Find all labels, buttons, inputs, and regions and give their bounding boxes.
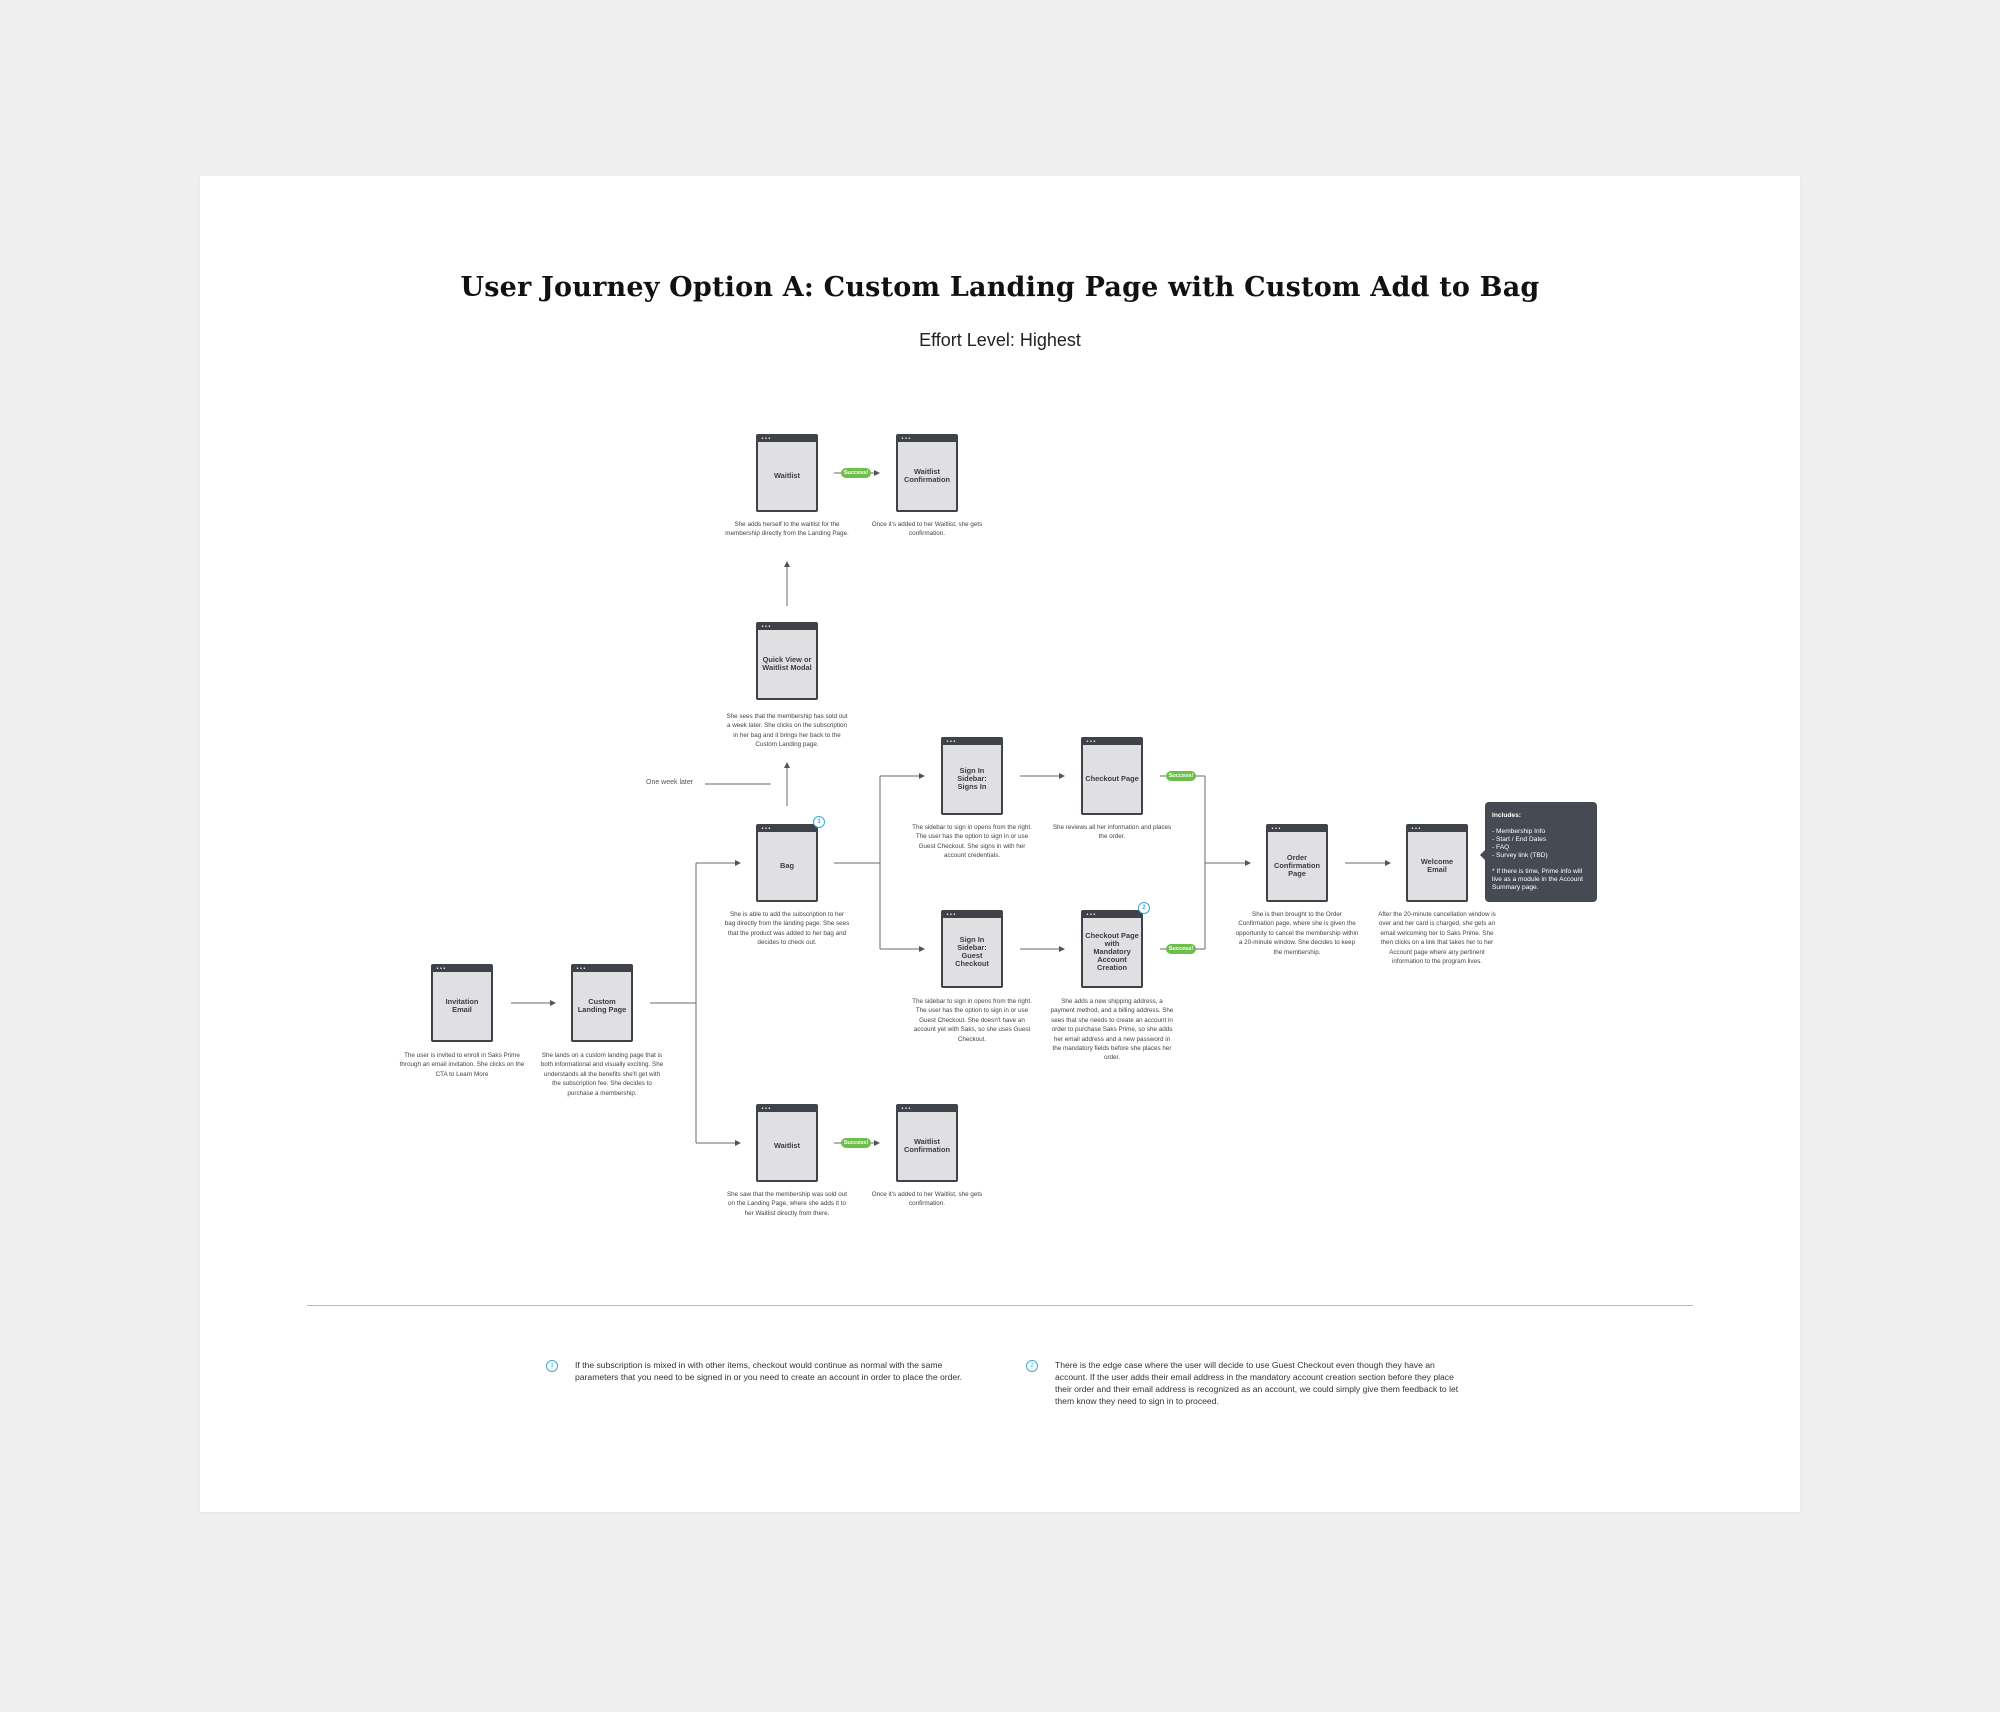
- screen-invitation-email: [431, 964, 493, 1042]
- window-dots-icon: •••: [1271, 826, 1282, 832]
- screen-waitlist-top: [756, 434, 818, 512]
- screen-custom-landing-page: [571, 964, 633, 1042]
- screen-welcome-email: [1406, 824, 1468, 902]
- window-dots-icon: •••: [761, 1106, 772, 1112]
- tooltip-heading: Includes:: [1492, 812, 1521, 819]
- caption-checkout-page: She reviews all her information and places the order.: [1052, 824, 1172, 841]
- screen-guest-checkout-sidebar: [941, 910, 1003, 988]
- screen-waitlist-confirmation-top: [896, 434, 958, 512]
- caption-custom-landing-page: She lands on a custom landing page that is both informational and visually exciting. She understands all the benefits she'll get with the subscription fee. She decides to purchase a membership.: [540, 1052, 664, 1097]
- screen-waitlist-bottom: [756, 1104, 818, 1182]
- caption-quick-view: She sees that the membership has sold out a week later. She clicks on the subscription in her bag and it brings her back to the Custom Landing page.: [726, 713, 848, 749]
- window-dots-icon: •••: [1086, 912, 1097, 918]
- screen-label: Waitlist Confirmation: [904, 467, 950, 484]
- page-subtitle: Effort Level: Highest: [919, 330, 1081, 350]
- one-week-later-label: One week later: [646, 779, 694, 786]
- screen-checkout-mandatory-account: [1081, 910, 1143, 988]
- footnote-marker-1: 1: [813, 816, 825, 828]
- tooltip-item: - FAQ: [1492, 844, 1510, 851]
- caption-waitlist-confirmation-top: Once it's added to her Waitlist, she gets confirmation.: [871, 521, 983, 538]
- caption-welcome-email: After the 20-minute cancellation window is over and her card is charged, she gets an email welcoming her to Saks Prime. She then clicks on a link that takes her to her Account page where any pertinent information to the program lives.: [1378, 911, 1496, 966]
- screen-label: Invitation Email: [445, 997, 479, 1014]
- window-dots-icon: •••: [576, 966, 587, 972]
- footnote-divider: [307, 1305, 1693, 1306]
- footnote-text-1: If the subscription is mixed in with other items, checkout would continue as normal with the same parameters that you need to be signed in or you need to create an account in order to place the order.: [575, 1360, 962, 1382]
- screen-quick-view-modal: [756, 622, 818, 700]
- footnote-text-2: There is the edge case where the user will decide to use Guest Checkout even though they have an account. If the user adds their email address in the mandatory account creation section before they place their order and their email address is recognized as an account, we could simply give them feedback to let them know they need to sign in to proceed.: [1055, 1360, 1459, 1406]
- window-dots-icon: •••: [761, 436, 772, 442]
- welcome-email-tooltip: [1485, 802, 1597, 902]
- caption-order-confirmation: She is then brought to the Order Confirmation page, where she is given the opportunity to cancel the membership within a 20-minute window. She decides to keep the membership.: [1235, 911, 1359, 956]
- caption-sign-in: The sidebar to sign in opens from the right. The user has the option to sign in or use Guest Checkout. She signs in with her account credentials.: [912, 824, 1032, 860]
- screen-label: Checkout Page: [1085, 774, 1139, 783]
- caption-bag: She is able to add the subscription to her bag directly from the landing page. She sees that the product was added to her bag and decides to check out.: [724, 911, 850, 947]
- success-badge: Success!: [1166, 944, 1196, 954]
- caption-waitlist-confirmation-bottom: Once it's added to her Waitlist, she gets confirmation.: [871, 1191, 983, 1208]
- success-badge: Success!: [841, 468, 871, 478]
- screen-label: Bag: [780, 861, 794, 870]
- screen-waitlist-confirmation-bottom: [896, 1104, 958, 1182]
- screen-label: Checkout Page with Mandatory Account Creation: [1085, 931, 1139, 972]
- caption-guest-checkout: The sidebar to sign in opens from the right. The user has the option to sign in or use Guest Checkout. She doesn't have an account yet with Saks, so she uses Guest Checkout.: [912, 998, 1032, 1043]
- success-badge: Success!: [841, 1138, 871, 1148]
- screen-label: Waitlist Confirmation: [904, 1137, 950, 1154]
- window-dots-icon: •••: [946, 739, 957, 745]
- screen-sign-in-sidebar: [941, 737, 1003, 815]
- caption-waitlist-bottom: She saw that the membership was sold out on the Landing Page, where she adds it to her Waitlist directly from there.: [726, 1191, 848, 1217]
- caption-invitation-email: The user is invited to enroll in Saks Prime through an email invitation. She clicks on the CTA to Learn More: [399, 1052, 525, 1078]
- window-dots-icon: •••: [1086, 739, 1097, 745]
- tooltip-pointer: [1480, 850, 1485, 860]
- caption-checkout-mandatory: She adds a new shipping address, a payment method, and a billing address. She sees that she needs to create an account in order to purchase Saks Prime, so she adds her email address and a new password in the mandatory fields before she places her order.: [1050, 998, 1174, 1062]
- footnote-marker-2: 2: [1138, 902, 1150, 914]
- screen-label: Sign In Sidebar: Signs In: [957, 766, 987, 791]
- window-dots-icon: •••: [901, 1106, 912, 1112]
- window-dots-icon: •••: [1411, 826, 1422, 832]
- page-title: User Journey Option A: Custom Landing Page with Custom Add to Bag: [460, 272, 1540, 303]
- tooltip-item: - Start / End Dates: [1492, 836, 1547, 843]
- screen-label: Sign In Sidebar: Guest Checkout: [955, 935, 989, 968]
- screen-label: Quick View or Waitlist Modal: [762, 655, 812, 672]
- window-dots-icon: •••: [901, 436, 912, 442]
- window-dots-icon: •••: [946, 912, 957, 918]
- screen-label: Waitlist: [773, 1141, 800, 1150]
- caption-waitlist-top: She adds herself to the waitlist for the membership directly from the Landing Page.: [725, 521, 849, 538]
- success-badge: Success!: [1166, 771, 1196, 781]
- screen-label: Custom Landing Page: [577, 997, 627, 1014]
- screen-checkout-page: [1081, 737, 1143, 815]
- window-dots-icon: •••: [436, 966, 447, 972]
- tooltip-note: * If there is time, Prime info will live as a module in the Account Summary page.: [1492, 868, 1583, 891]
- screen-label: Order Confirmation Page: [1274, 853, 1320, 878]
- tooltip-item: - Survey link (TBD): [1492, 852, 1548, 859]
- window-dots-icon: •••: [761, 624, 772, 630]
- window-dots-icon: •••: [761, 826, 772, 832]
- tooltip-item: - Membership Info: [1492, 828, 1546, 835]
- footnote-number-2: 2: [1026, 1360, 1038, 1372]
- screen-order-confirmation: [1266, 824, 1328, 902]
- footnote-number-1: 1: [546, 1360, 558, 1372]
- screen-bag: [756, 824, 818, 902]
- screen-label: Welcome Email: [1420, 857, 1454, 874]
- screen-label: Waitlist: [773, 471, 800, 480]
